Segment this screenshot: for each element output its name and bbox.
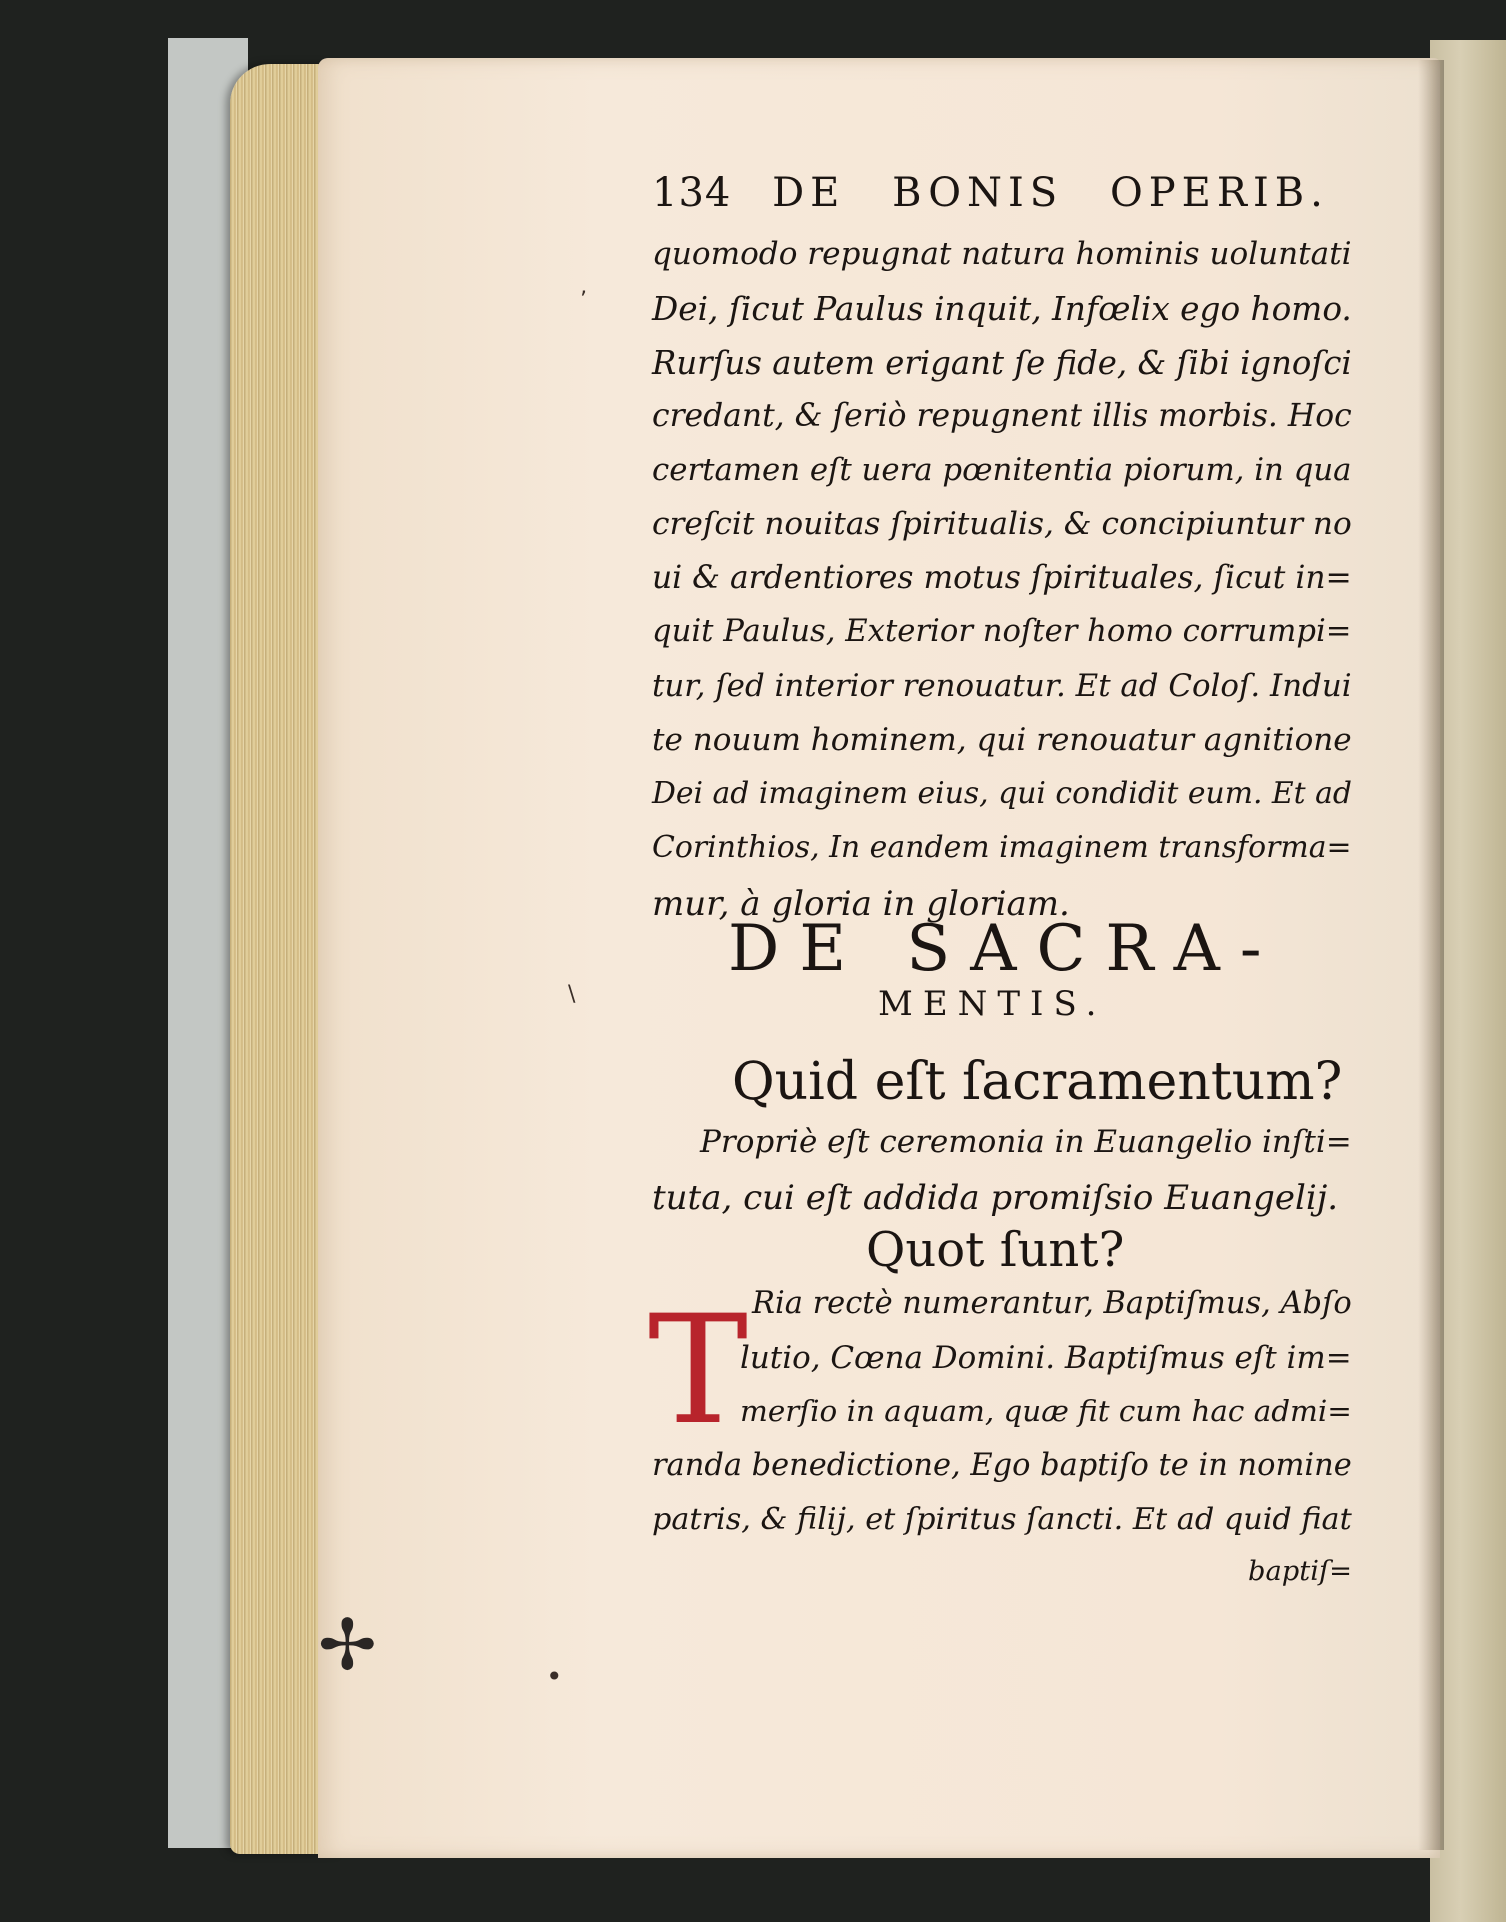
margin-mark: \ bbox=[568, 982, 576, 1007]
text-line: mur, à gloria in gloriam. bbox=[652, 884, 1070, 924]
gutter-shadow bbox=[1418, 60, 1444, 1850]
section-title: DE SACRA- bbox=[728, 912, 1282, 986]
running-head bbox=[652, 170, 1329, 216]
running-head-word: OPERIB. bbox=[1109, 170, 1329, 216]
answer-line: merſio in aquam, quæ fit cum hac admi= bbox=[740, 1394, 1352, 1428]
text-line: tur, ſed interior renouatur. Et ad Coloſ. Indui bbox=[652, 668, 1352, 704]
answer-line: lutio, Cœna Domini. Baptiſmus eſt im= bbox=[740, 1340, 1352, 1376]
text-line: Dei ad imaginem eius, qui condidit eum. Et ad bbox=[652, 776, 1352, 811]
text-line: credant, & ſeriò repugnent illis morbis. Hoc bbox=[652, 398, 1352, 434]
answer-line: randa benedictione, Ego baptiſo te in nomine bbox=[652, 1448, 1352, 1483]
text-line: te nouum hominem, qui renouatur agnitione bbox=[652, 722, 1352, 758]
text-line: Rurſus autem erigant ſe fide, & ſibi ignoſci bbox=[652, 344, 1352, 382]
answer-line: Ria rectè numerantur, Baptiſmus, Abſo bbox=[752, 1286, 1352, 1321]
text-line: ui & ardentiores motus ſpirituales, ſicut in= bbox=[652, 560, 1352, 596]
catchword: baptiſ= bbox=[1248, 1556, 1352, 1587]
text-line: Dei, ſicut Paulus inquit, Infœlix ego homo. bbox=[652, 290, 1352, 328]
question-heading: Quot ſunt? bbox=[866, 1222, 1125, 1278]
page-hole-mark: • bbox=[546, 1660, 563, 1693]
answer-line: patris, & filij, et ſpiritus ſancti. Et ad quid fiat bbox=[652, 1502, 1352, 1537]
running-head-word: DE bbox=[772, 170, 846, 216]
text-line: quomodo repugnat natura hominis uoluntati bbox=[652, 236, 1352, 272]
section-title-continuation: MENTIS. bbox=[878, 984, 1107, 1024]
text-line: creſcit nouitas ſpiritualis, & concipiuntur no bbox=[652, 506, 1352, 542]
text-line: certamen eſt uera pœnitentia piorum, in qua bbox=[652, 452, 1352, 488]
text-line: quit Paulus, Exterior noſter homo corrumpi= bbox=[652, 614, 1352, 649]
answer-line: Propriè eſt ceremonia in Euangelio inſti= bbox=[700, 1124, 1352, 1160]
running-head-word: BONIS bbox=[892, 170, 1064, 216]
page-number: 134 bbox=[652, 170, 732, 216]
drop-cap: T bbox=[648, 1284, 749, 1458]
ink-smudge: ✢ bbox=[318, 1604, 377, 1686]
margin-mark: ’ bbox=[580, 288, 587, 313]
text-line: Corinthios, In eandem imaginem transforma= bbox=[652, 830, 1352, 865]
answer-line: tuta, cui eſt addida promiſsio Euangelij. bbox=[652, 1178, 1339, 1218]
question-heading: Quid eſt ſacramentum? bbox=[732, 1052, 1343, 1112]
